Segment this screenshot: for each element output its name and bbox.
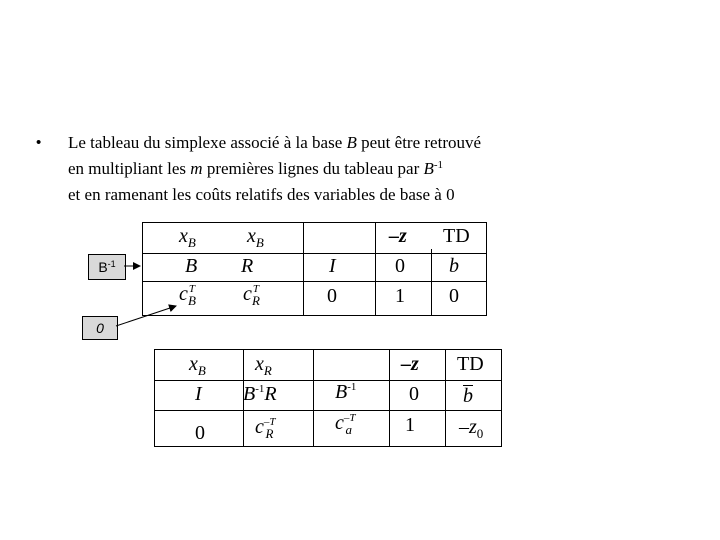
header-xR: $x_R$ xyxy=(255,353,272,378)
cell-one: 1 xyxy=(395,285,405,307)
superscript-inverse: -1 xyxy=(433,159,444,171)
math-B: B xyxy=(346,133,357,152)
text-segment: peut être retrouvé xyxy=(356,133,482,152)
arrow-zero xyxy=(116,306,176,326)
cell-binv-R: $B^{-1}R$ xyxy=(243,383,277,405)
cell-zero: 0 xyxy=(409,383,419,405)
header-td: TD xyxy=(457,353,484,375)
cell-bbar: b xyxy=(463,385,473,407)
cell-cR-bar-transpose: $c^{-T}_R$ xyxy=(255,416,276,441)
cell-cB-transpose: $c^T_B$ xyxy=(179,283,196,308)
table-divider xyxy=(155,410,501,411)
header-minus-z: –z xyxy=(389,225,407,247)
header-xR: $x_B$ xyxy=(247,225,264,250)
text-segment: Le tableau du simplexe associé à la base xyxy=(68,133,347,152)
cell-cR-transpose: $c^T_R$ xyxy=(243,283,260,308)
text-segment: en multipliant les xyxy=(68,159,191,178)
cell-zero: 0 xyxy=(327,285,337,307)
math-m: m xyxy=(190,159,203,178)
binverse-label: $B^{-1}$ xyxy=(88,254,126,280)
bullet-line-3: et en ramenant les coûts relatifs des variables de base à 0 xyxy=(68,185,455,204)
cell-B: B xyxy=(185,255,198,277)
table-divider xyxy=(445,350,446,446)
table-divider xyxy=(155,380,501,381)
cell-binv: $B^{-1}$ xyxy=(335,381,357,403)
cell-I: I xyxy=(329,255,336,277)
bullet-dot: • xyxy=(36,134,42,151)
simplex-table-2 xyxy=(154,349,502,447)
header-xB: $x_B$ xyxy=(179,225,196,250)
cell-minus-z0: $-z_0$ xyxy=(459,416,484,441)
cell-one: 1 xyxy=(405,414,415,436)
header-minus-z: –z xyxy=(401,353,419,375)
cell-I: I xyxy=(195,383,202,405)
cell-zero: 0 xyxy=(395,255,405,277)
text-segment: premières lignes du tableau par xyxy=(202,159,424,178)
header-td: TD xyxy=(443,225,470,247)
math-B: B xyxy=(423,159,434,178)
cell-zero: 0 xyxy=(449,285,459,307)
table-divider xyxy=(389,350,390,446)
table-divider xyxy=(313,350,314,446)
header-xB: $x_B$ xyxy=(189,353,206,378)
zero-label: 0 xyxy=(82,316,118,340)
cell-b: b xyxy=(449,255,459,277)
cell-R: R xyxy=(241,255,254,277)
cell-ca-bar-transpose: $c^{-T}_a$ xyxy=(335,412,356,437)
cell-zero: 0 xyxy=(195,422,205,444)
